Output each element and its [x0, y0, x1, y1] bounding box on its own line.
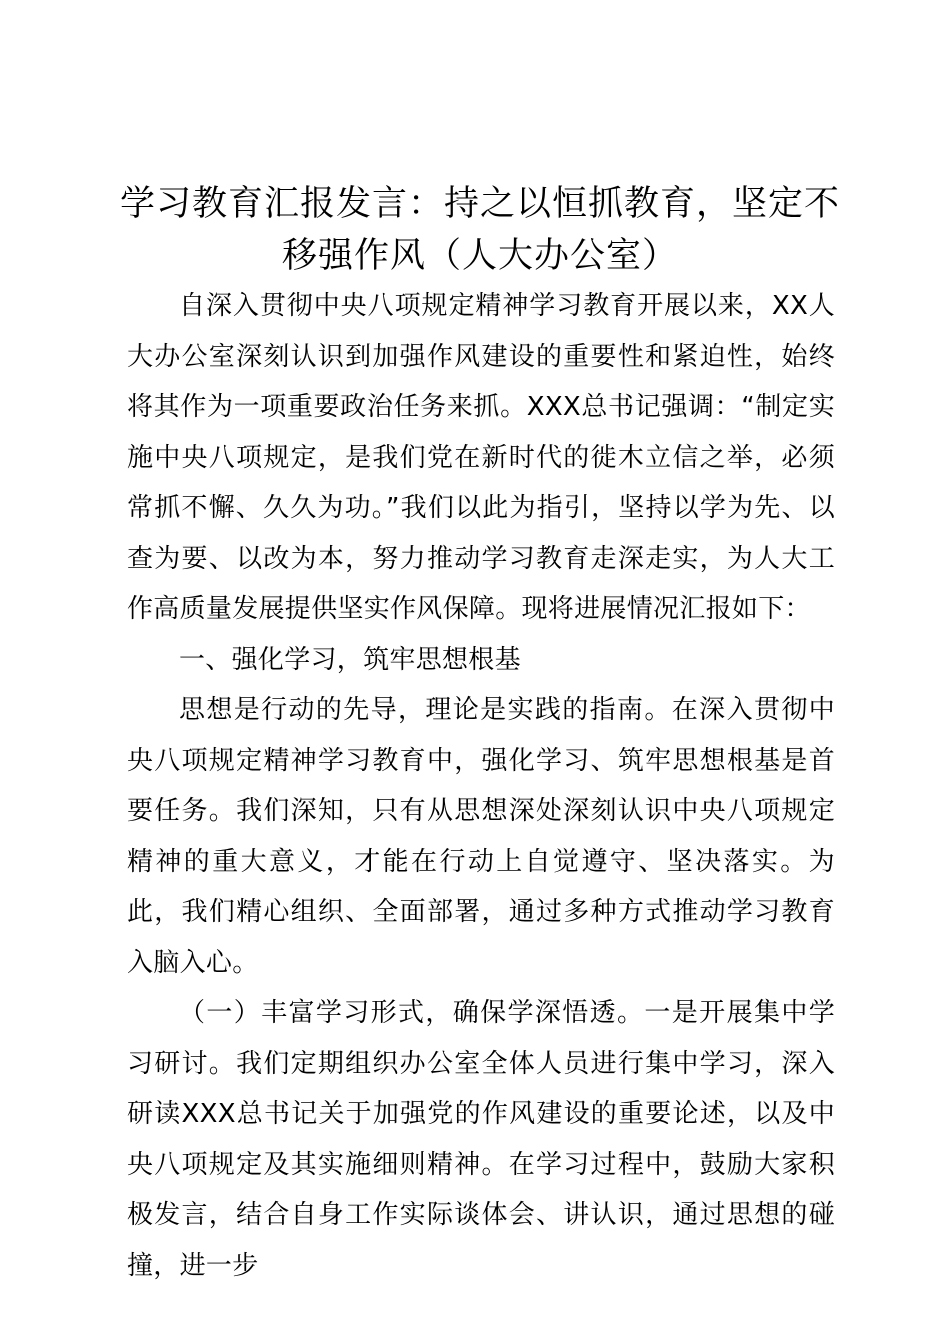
paragraph-section-intro: 思想是行动的先导，理论是实践的指南。在深入贯彻中央八项规定精神学习教育中，强化学习、筑牢思想根基是首要任务。我们深知，只有从思想深处深刻认识中央八项规定精神的重大意义，才能在行动上自觉遵守、坚决落实。为此，我们精心组织、全面部署，通过多种方式推动学习教育入脑入心。	[127, 695, 835, 978]
paragraph-subsection: （一）丰富学习形式，确保学深悟透。一是开展集中学习研讨。我们定期组织办公室全体人员进行集中学习，深入研读XXX总书记关于加强党的作风建设的重要论述，以及中央八项规定及其实施细则精神。在学习过程中，鼓励大家积极发言，结合自身工作实际谈体会、讲认识，通过思想的碰撞，进一步	[127, 998, 835, 1281]
document-title: 学习教育汇报发言：持之以恒抓教育，坚定不移强作风（人大办公室）	[120, 184, 841, 276]
paragraph-intro: 自深入贯彻中央八项规定精神学习教育开展以来，XX人大办公室深刻认识到加强作风建设的重要性和紧迫性，始终将其作为一项重要政治任务来抓。XXX总书记强调：“制定实施中央八项规定，是我们党在新时代的徙木立信之举，必须常抓不懈、久久为功。”我们以此为指引，坚持以学为先、以查为要、以改为本，努力推动学习教育走深走实，为人大工作高质量发展提供坚实作风保障。现将进展情况汇报如下：	[127, 291, 835, 624]
document-body	[127, 281, 835, 1291]
section-heading: 一、强化学习，筑牢思想根基	[179, 644, 521, 675]
